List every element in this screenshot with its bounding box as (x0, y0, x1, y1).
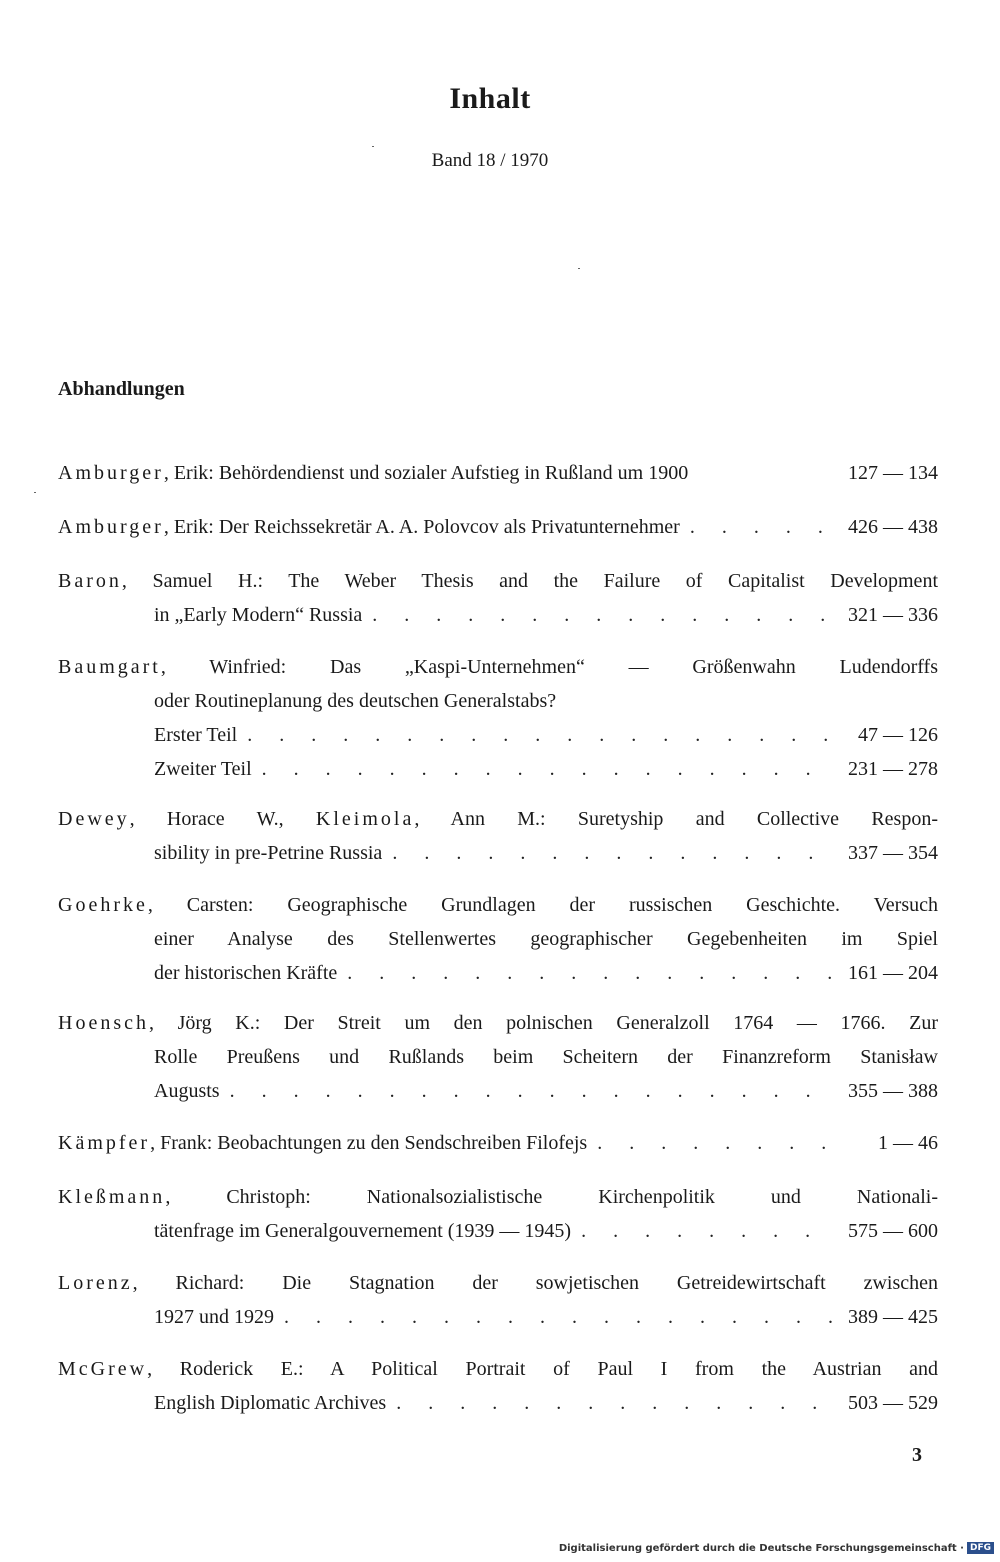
entry-author: Baron (58, 570, 122, 592)
toc-entry (58, 564, 938, 632)
entry-line (58, 1180, 938, 1214)
entry-author: Baumgart (58, 656, 161, 678)
scan-speck (578, 268, 580, 269)
entry-title-cont: sibility in pre-Petrine Russia (154, 842, 383, 864)
entry-line (58, 1300, 938, 1334)
page-number: 3 (912, 1444, 922, 1466)
toc-entry (58, 1180, 938, 1248)
entry-title-cont: einer Analyse des Stellenwertes geographischer Gegebenheiten im Spiel (154, 928, 938, 950)
entry-line (58, 836, 938, 870)
entry-title: , Carsten: Geographische Grundlagen der russischen Geschichte. Versuch (147, 894, 938, 916)
entry-author: Amburger (58, 516, 164, 538)
entry-line (58, 802, 938, 836)
entry-line (58, 1266, 938, 1300)
entry-pages: 127 — 134 (848, 462, 938, 484)
entry-author: McGrew (58, 1358, 148, 1380)
entry-title: , Roderick E.: A Political Portrait of Paul I from the Austrian and (147, 1358, 938, 1380)
entry-author: Amburger (58, 462, 164, 484)
toc-entry (58, 1126, 938, 1160)
section-heading: Abhandlungen (58, 378, 185, 400)
scan-speck (372, 146, 374, 147)
entry-pages: 1 — 46 (878, 1132, 938, 1154)
entry-line (58, 598, 938, 632)
entry-line (58, 1006, 938, 1040)
entry-line (58, 1386, 938, 1420)
entry-line (58, 684, 938, 718)
entry-pages: 426 — 438 (848, 516, 938, 538)
entry-title: , Frank: Beobachtungen zu den Sendschreiben Filofejs (150, 1132, 588, 1154)
entry-pages: 161 — 204 (848, 962, 938, 984)
toc-entry (58, 1266, 938, 1334)
entry-title-cont: in „Early Modern“ Russia (154, 604, 363, 626)
entry-line (58, 752, 938, 786)
dot-leader (284, 1300, 834, 1334)
entry-line (58, 564, 938, 598)
entry-title-cont: Rolle Preußens und Rußlands beim Scheitern der Finanzreform Stanisław (154, 1046, 938, 1068)
dot-leader (597, 1126, 834, 1160)
entry-title: , Erik: Behördendienst und sozialer Aufstieg in Rußland um 1900 (163, 462, 689, 484)
toc-entry (58, 456, 938, 490)
entry-line (58, 1352, 938, 1386)
entry-line (58, 510, 938, 544)
entry-line (58, 956, 938, 990)
entry-pages: 575 — 600 (848, 1220, 938, 1242)
entry-title-cont: 1927 und 1929 (154, 1306, 274, 1328)
entry-line (58, 888, 938, 922)
entry-line (58, 718, 938, 752)
dot-leader (581, 1214, 834, 1248)
toc-entry (58, 802, 938, 870)
entry-title: , Jörg K.: Der Streit um den polnischen Generalzoll 1764 — 1766. Zur (148, 1012, 938, 1034)
entry-title-cont: tätenfrage im Generalgouvernement (1939 — 1945) (154, 1220, 572, 1242)
entry-author: Dewey (58, 808, 130, 830)
entry-author: Kämpfer (58, 1132, 151, 1154)
dot-leader (247, 718, 834, 752)
footer-text: Digitalisierung gefördert durch die Deutsche Forschungsgemeinschaft · (558, 1542, 964, 1554)
toc-entry (58, 1006, 938, 1108)
entry-line (58, 1074, 938, 1108)
toc-entry (58, 1352, 938, 1420)
entry-title: , Winfried: Das „Kaspi-Unternehmen“ — Größenwahn Ludendorffs (160, 656, 938, 678)
volume-label: Band 18 / 1970 (431, 150, 549, 171)
toc-entry (58, 650, 938, 786)
entry-part: Erster Teil (154, 724, 238, 746)
entry-title: , Horace W., (129, 808, 316, 830)
entry-pages: 337 — 354 (848, 842, 938, 864)
entry-line (58, 1126, 938, 1160)
entry-author: Kleßmann (58, 1186, 166, 1208)
entry-pages: 503 — 529 (848, 1392, 938, 1414)
entry-title-cont: English Diplomatic Archives (154, 1392, 387, 1414)
entry-title: , Richard: Die Stagnation der sowjetischen Getreidewirtschaft zwischen (132, 1272, 938, 1294)
entry-line (58, 456, 938, 490)
entry-title-cont: der historischen Kräfte (154, 962, 338, 984)
entry-author: Lorenz (58, 1272, 133, 1294)
entry-line (58, 1040, 938, 1074)
dot-leader (347, 956, 834, 990)
entry-coauthor: Kleimola (315, 808, 415, 830)
entry-pages: 355 — 388 (848, 1080, 938, 1102)
entry-pages: 321 — 336 (848, 604, 938, 626)
scan-speck (34, 492, 36, 493)
dot-leader (392, 836, 834, 870)
toc-entry (58, 888, 938, 990)
dot-leader (372, 598, 834, 632)
entry-title: , Ann M.: Suretyship and Collective Respon- (414, 808, 938, 830)
entry-title: , Erik: Der Reichssekretär A. A. Polovcov als Privatunternehmer (163, 516, 680, 538)
entry-line (58, 650, 938, 684)
page-title: Inhalt (449, 82, 531, 115)
entry-pages: 231 — 278 (848, 758, 938, 780)
entry-pages: 47 — 126 (858, 724, 938, 746)
dot-leader (396, 1386, 834, 1420)
dot-leader (690, 510, 834, 544)
entry-title: , Christoph: Nationalsozialistische Kirchenpolitik und Nationali- (165, 1186, 938, 1208)
entry-title-cont: Augusts (154, 1080, 220, 1102)
entry-title: , Samuel H.: The Weber Thesis and the Failure of Capitalist Development (121, 570, 938, 592)
entry-line (58, 922, 938, 956)
dfg-logo: DFG (967, 1542, 994, 1554)
entry-part: Zweiter Teil (154, 758, 252, 780)
digitization-footer (559, 1542, 994, 1554)
toc-entry (58, 510, 938, 544)
entry-author: Goehrke (58, 894, 148, 916)
dot-leader (262, 752, 834, 786)
entry-pages: 389 — 425 (848, 1306, 938, 1328)
entry-author: Hoensch (58, 1012, 149, 1034)
entry-line (58, 1214, 938, 1248)
entry-title-cont: oder Routineplanung des deutschen Generalstabs? (154, 690, 557, 712)
dot-leader (230, 1074, 834, 1108)
